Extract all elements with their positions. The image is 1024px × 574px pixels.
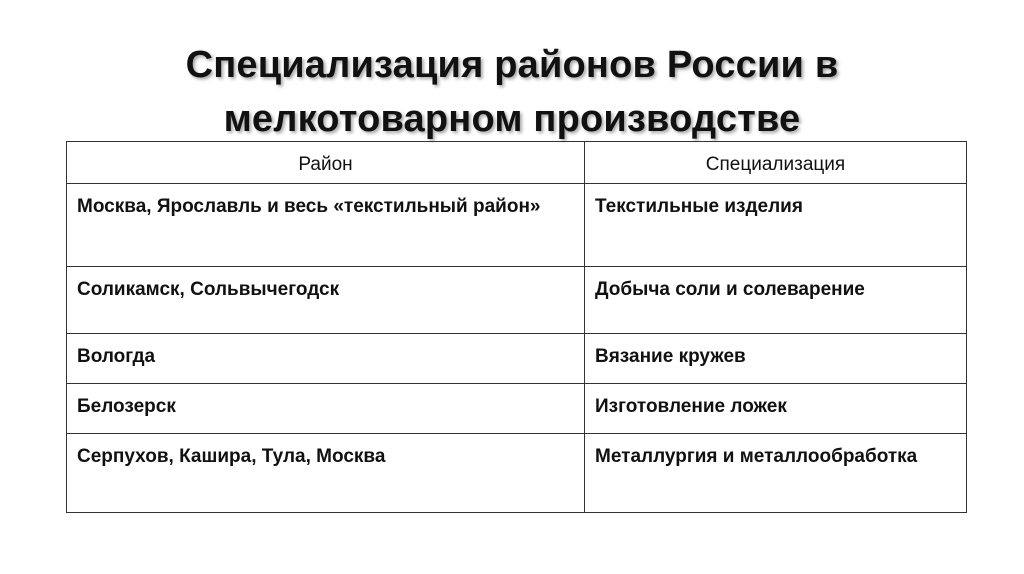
slide-title: Специализация районов России в мелкотоварном производстве [185, 44, 839, 140]
header-specialization: Специализация [585, 142, 967, 184]
cell-region: Вологда [67, 334, 585, 384]
cell-specialization: Вязание кружев [585, 334, 967, 384]
table-row [67, 384, 967, 434]
table-header-row [67, 142, 967, 184]
cell-region: Серпухов, Кашира, Тула, Москва [67, 434, 585, 513]
cell-specialization: Добыча соли и солеварение [585, 267, 967, 334]
cell-region: Москва, Ярославль и весь «текстильный район» [67, 184, 585, 267]
specialization-table [66, 141, 967, 513]
cell-specialization: Текстильные изделия [585, 184, 967, 267]
cell-region: Соликамск, Сольвычегодск [67, 267, 585, 334]
table-row [67, 334, 967, 384]
table-row [67, 267, 967, 334]
cell-region: Белозерск [67, 384, 585, 434]
table-row [67, 184, 967, 267]
header-region: Район [67, 142, 585, 184]
cell-specialization: Изготовление ложек [585, 384, 967, 434]
cell-specialization: Металлургия и металлообработка [585, 434, 967, 513]
table-row [67, 434, 967, 513]
